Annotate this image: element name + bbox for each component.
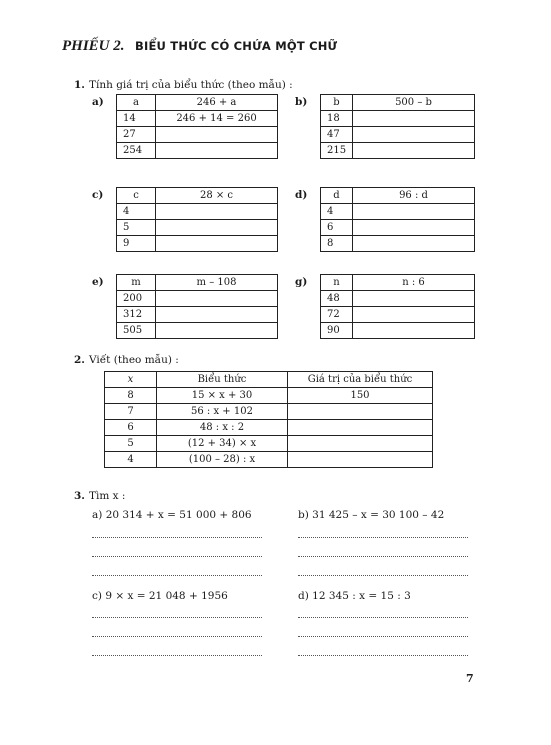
table-row: [117, 220, 278, 236]
table-row: [321, 291, 475, 307]
cell-result: 246 + 14 = 260: [156, 111, 278, 127]
cell-result: [353, 220, 475, 236]
table-row: [117, 236, 278, 252]
table-header-row: [117, 95, 278, 111]
table-header-row: [105, 372, 433, 388]
cell-variable-value: 4: [321, 204, 353, 220]
equation-a-label: a): [92, 509, 103, 521]
cell-value: [288, 404, 433, 420]
table-header-row: [117, 188, 278, 204]
header-variable: a: [117, 95, 156, 111]
worksheet-label: PHIẾU 2.: [62, 38, 125, 54]
cell-x: 4: [105, 452, 157, 468]
equation-a: [92, 509, 252, 521]
cell-result: [353, 236, 475, 252]
answer-line[interactable]: [298, 617, 468, 618]
answer-line[interactable]: [298, 556, 468, 557]
equation-a-text: 20 314 + x = 51 000 + 806: [105, 509, 252, 521]
cell-variable-value: 254: [117, 143, 156, 159]
header-expression: Biểu thức: [157, 372, 288, 388]
value-table-d: [320, 187, 475, 252]
equation-c: [92, 590, 228, 602]
question-1: [74, 79, 293, 91]
cell-result: [353, 127, 475, 143]
cell-x: 6: [105, 420, 157, 436]
cell-result: [156, 220, 278, 236]
cell-variable-value: 9: [117, 236, 156, 252]
cell-variable-value: 505: [117, 323, 156, 339]
header-variable: c: [117, 188, 156, 204]
table-row: [117, 127, 278, 143]
table-b-letter: b): [295, 96, 308, 108]
cell-expression: (100 – 28) : x: [157, 452, 288, 468]
table-d-letter: d): [295, 189, 308, 201]
cell-variable-value: 27: [117, 127, 156, 143]
answer-line[interactable]: [92, 636, 262, 637]
header-expression: 28 × c: [156, 188, 278, 204]
table-row: [105, 404, 433, 420]
cell-expression: (12 + 34) × x: [157, 436, 288, 452]
equation-b-text: 31 425 – x = 30 100 – 42: [312, 509, 445, 521]
table-header-row: [321, 95, 475, 111]
cell-variable-value: 4: [117, 204, 156, 220]
table-row: [117, 111, 278, 127]
value-table-e: [116, 274, 278, 339]
value-table-c: [116, 187, 278, 252]
equation-d-label: d): [298, 590, 309, 602]
cell-variable-value: 8: [321, 236, 353, 252]
page-number: 7: [466, 672, 474, 685]
table-a-letter: a): [92, 96, 104, 108]
header-variable: n: [321, 275, 353, 291]
table-row: [321, 143, 475, 159]
equation-c-text: 9 × x = 21 048 + 1956: [105, 590, 228, 602]
cell-value: [288, 436, 433, 452]
header-expression: 246 + a: [156, 95, 278, 111]
cell-result: [156, 307, 278, 323]
question-2: [74, 354, 179, 366]
cell-expression: 48 : x : 2: [157, 420, 288, 436]
header-expression: 500 – b: [353, 95, 475, 111]
cell-result: [353, 307, 475, 323]
table-row: [321, 220, 475, 236]
cell-result: [353, 291, 475, 307]
equation-b-label: b): [298, 509, 309, 521]
table-header-row: [117, 275, 278, 291]
table-row: [117, 291, 278, 307]
table-row: [321, 111, 475, 127]
cell-expression: 15 × x + 30: [157, 388, 288, 404]
cell-result: [156, 291, 278, 307]
cell-value: [288, 420, 433, 436]
table-e-letter: e): [92, 276, 104, 288]
cell-variable-value: 90: [321, 323, 353, 339]
cell-variable-value: 6: [321, 220, 353, 236]
answer-line[interactable]: [298, 655, 468, 656]
header-expression: 96 : d: [353, 188, 475, 204]
table-row: [117, 323, 278, 339]
value-table-a: [116, 94, 278, 159]
cell-variable-value: 200: [117, 291, 156, 307]
cell-x: 5: [105, 436, 157, 452]
question-1-number: 1.: [74, 79, 85, 91]
cell-result: [156, 204, 278, 220]
table-row: [105, 452, 433, 468]
cell-result: [353, 204, 475, 220]
table-row: [117, 307, 278, 323]
cell-result: [353, 143, 475, 159]
cell-variable-value: 14: [117, 111, 156, 127]
header-variable: b: [321, 95, 353, 111]
header-expression: n : 6: [353, 275, 475, 291]
table-row: [105, 436, 433, 452]
question-3-number: 3.: [74, 490, 85, 502]
question-1-text: Tính giá trị của biểu thức (theo mẫu) :: [88, 79, 293, 91]
cell-variable-value: 48: [321, 291, 353, 307]
answer-line[interactable]: [92, 617, 262, 618]
cell-result: [156, 323, 278, 339]
cell-variable-value: 312: [117, 307, 156, 323]
table-row: [105, 420, 433, 436]
header-value: Giá trị của biểu thức: [288, 372, 433, 388]
cell-variable-value: 5: [117, 220, 156, 236]
value-table-g: [320, 274, 475, 339]
answer-line[interactable]: [92, 537, 262, 538]
answer-line[interactable]: [92, 655, 262, 656]
table-header-row: [321, 275, 475, 291]
question-2-number: 2.: [74, 354, 85, 366]
cell-variable-value: 215: [321, 143, 353, 159]
cell-expression: 56 : x + 102: [157, 404, 288, 420]
question-3: [74, 490, 125, 502]
header-variable: d: [321, 188, 353, 204]
table-row: [321, 323, 475, 339]
answer-line[interactable]: [298, 636, 468, 637]
cell-x: 8: [105, 388, 157, 404]
table-g-letter: g): [295, 276, 308, 288]
expression-table: [104, 371, 433, 468]
question-3-text: Tìm x :: [88, 490, 126, 502]
table-row: [117, 143, 278, 159]
answer-line[interactable]: [298, 537, 468, 538]
worksheet-heading: BIỂU THỨC CÓ CHỨA MỘT CHỮ: [135, 39, 338, 53]
cell-result: [156, 143, 278, 159]
answer-line[interactable]: [92, 556, 262, 557]
cell-value: 150: [288, 388, 433, 404]
question-2-text: Viết (theo mẫu) :: [88, 354, 179, 366]
cell-result: [156, 236, 278, 252]
table-row: [321, 204, 475, 220]
table-c-letter: c): [92, 189, 104, 201]
table-row: [105, 388, 433, 404]
cell-variable-value: 72: [321, 307, 353, 323]
cell-variable-value: 47: [321, 127, 353, 143]
equation-b: [298, 509, 444, 521]
table-row: [321, 127, 475, 143]
table-header-row: [321, 188, 475, 204]
table-row: [321, 307, 475, 323]
cell-variable-value: 18: [321, 111, 353, 127]
table-row: [321, 236, 475, 252]
answer-line[interactable]: [298, 575, 468, 576]
equation-d: [298, 590, 411, 602]
answer-line[interactable]: [92, 575, 262, 576]
header-x: x: [105, 372, 157, 388]
equation-c-label: c): [92, 590, 102, 602]
cell-result: [156, 127, 278, 143]
cell-result: [353, 323, 475, 339]
cell-value: [288, 452, 433, 468]
value-table-b: [320, 94, 475, 159]
table-row: [117, 204, 278, 220]
cell-x: 7: [105, 404, 157, 420]
header-variable: m: [117, 275, 156, 291]
worksheet-title: [62, 38, 337, 55]
cell-result: [353, 111, 475, 127]
header-expression: m – 108: [156, 275, 278, 291]
equation-d-text: 12 345 : x = 15 : 3: [312, 590, 411, 602]
